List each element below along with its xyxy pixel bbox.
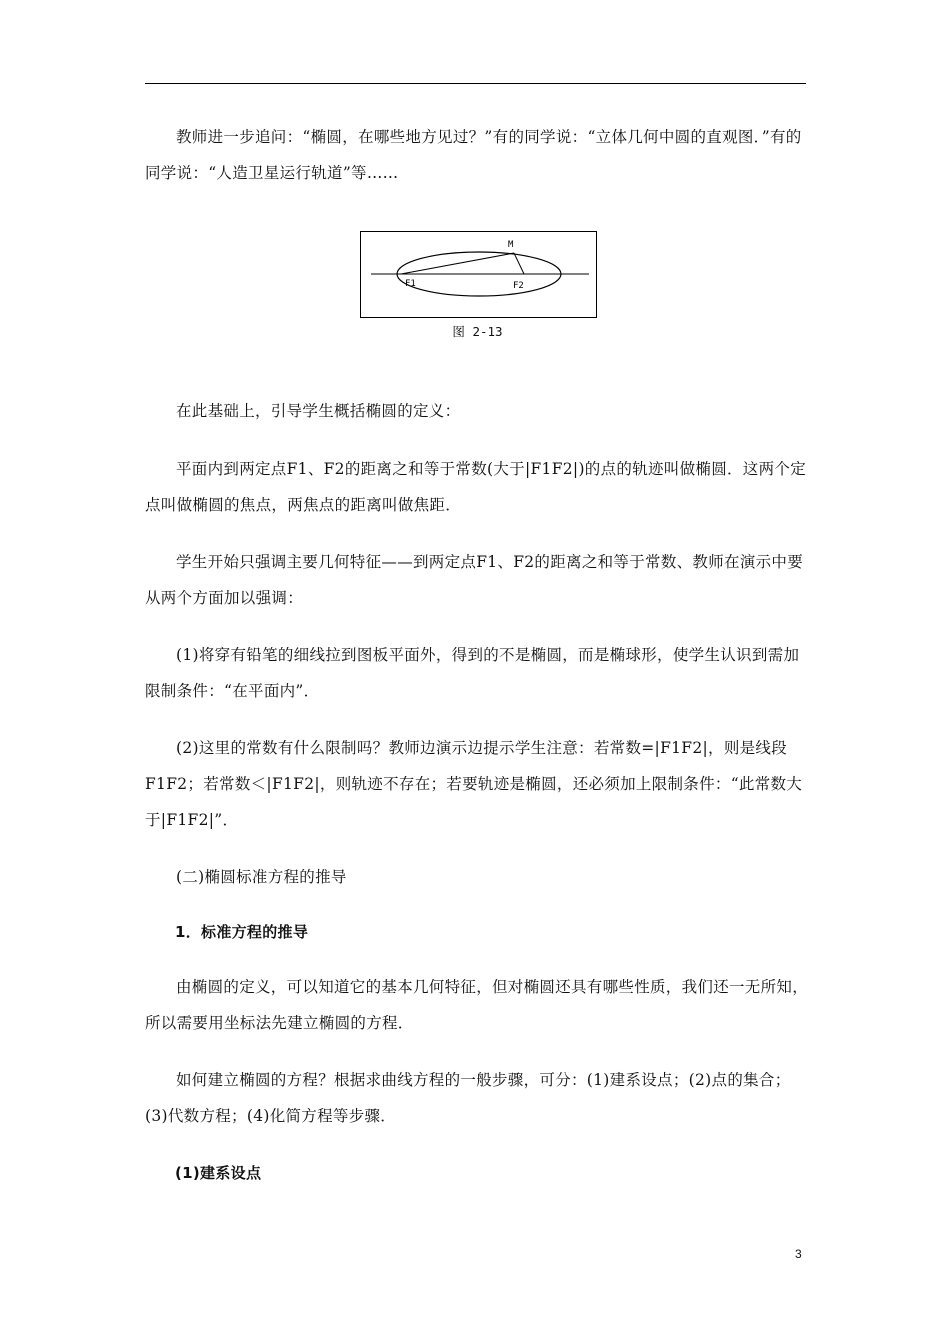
segment-f2-m [514, 253, 524, 274]
header-rule [145, 83, 806, 84]
paragraph-teacher-question: 教师进一步追问：“椭圆，在哪些地方见过？”有的同学说：“立体几何中圆的直观图．”有的同学说：“人造卫星运行轨道”等…… [145, 128, 802, 182]
subheading-setup-coordinates: (1)建系设点 [175, 1164, 262, 1182]
ellipse-figure [360, 231, 597, 318]
label-f1: F1 [405, 279, 416, 289]
paragraph-point-one: (1)将穿有铅笔的细线拉到图板平面外，得到的不是椭圆，而是椭球形，使学生认识到需加限制条件：“在平面内”． [145, 646, 800, 700]
paragraph-guide-definition: 在此基础上，引导学生概括椭圆的定义： [176, 402, 461, 420]
label-f2: F2 [513, 281, 524, 291]
paragraph-students-emphasis: 学生开始只强调主要几何特征——到两定点F1、F2的距离之和等于常数、教师在演示中要从两个方面加以强调： [145, 553, 804, 607]
paragraph-ellipse-definition: 平面内到两定点F1、F2的距离之和等于常数(大于|F1F2|)的点的轨迹叫做椭圆．这两个定点叫做椭圆的焦点，两焦点的距离叫做焦距． [145, 460, 807, 514]
subheading-standard-equation: 1．标准方程的推导 [175, 923, 309, 941]
segment-f1-m [401, 253, 514, 274]
label-m: M [508, 240, 514, 250]
page-number: 3 [795, 1247, 802, 1261]
paragraph-steps: 如何建立椭圆的方程？根据求曲线方程的一般步骤，可分：(1)建系设点；(2)点的集合；(3)代数方程；(4)化简方程等步骤． [145, 1071, 791, 1125]
section-heading-derivation: (二)椭圆标准方程的推导 [176, 868, 347, 886]
figure-caption: 图 2-13 [452, 324, 503, 339]
paragraph-coordinate-method: 由椭圆的定义，可以知道它的基本几何特征，但对椭圆还具有哪些性质，我们还一无所知，所以需要用坐标法先建立椭圆的方程． [145, 978, 809, 1032]
ellipse-diagram [361, 232, 596, 317]
paragraph-point-two: (2)这里的常数有什么限制吗？教师边演示边提示学生注意：若常数=|F1F2|，则是线段F1F2；若常数＜|F1F2|，则轨迹不存在；若要轨迹是椭圆，还必须加上限制条件：“此常数大于|F1F2|”． [145, 739, 803, 829]
